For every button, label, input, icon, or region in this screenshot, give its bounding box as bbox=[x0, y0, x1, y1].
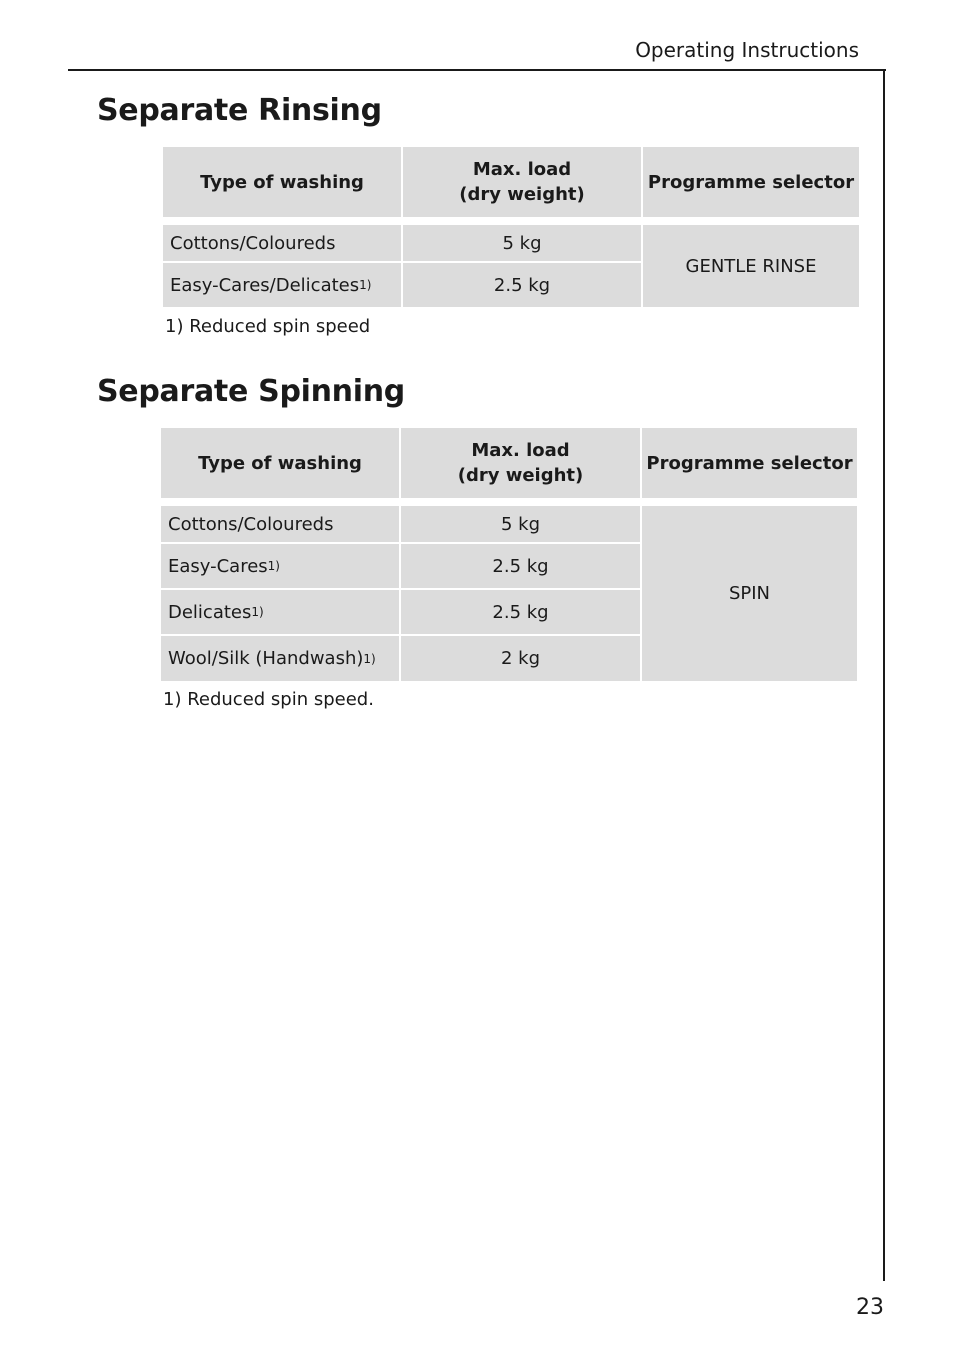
spinning-heading: Separate Spinning bbox=[97, 374, 405, 409]
col-header-load bbox=[401, 428, 640, 498]
row-load-value: 2.5 kg bbox=[492, 555, 549, 577]
table-row-type: Easy-Cares/Delicates 1) bbox=[163, 263, 401, 307]
page-number: 23 bbox=[856, 1295, 884, 1320]
col-header-type bbox=[161, 428, 399, 498]
row-load-value: 2.5 kg bbox=[493, 274, 551, 296]
table-row-type: Wool/Silk (Handwash) 1) bbox=[161, 636, 399, 681]
col-header-selector-label: Programme selector bbox=[647, 171, 855, 193]
col-header-load-label: Max. load bbox=[472, 159, 572, 180]
row-load-value: 2 kg bbox=[500, 648, 541, 669]
table-row-load bbox=[401, 506, 640, 542]
table-row-type: Delicates 1) bbox=[161, 590, 399, 634]
table-row-load bbox=[403, 263, 641, 307]
table-row-type: Easy-Cares 1) bbox=[161, 544, 399, 588]
row-type-label: Delicates bbox=[168, 601, 252, 623]
col-header-load-sublabel: (dry weight) bbox=[457, 465, 584, 486]
programme-selector-value: SPIN bbox=[728, 583, 771, 604]
col-header-selector bbox=[643, 147, 859, 217]
table-row-load bbox=[403, 225, 641, 261]
table-row-load bbox=[401, 636, 640, 681]
header-rule bbox=[68, 69, 886, 71]
table-row-load bbox=[401, 590, 640, 634]
row-load-value: 2.5 kg bbox=[492, 601, 549, 623]
col-header-load bbox=[403, 147, 641, 217]
row-load-value: 5 kg bbox=[502, 232, 542, 254]
table-row-type bbox=[161, 506, 399, 542]
row-type-label: Easy-Cares bbox=[168, 555, 268, 577]
row-type-label: Easy-Cares/Delicates bbox=[170, 274, 360, 296]
col-header-selector-label: Programme selector bbox=[646, 452, 853, 474]
col-header-type-label: Type of washing bbox=[200, 171, 364, 193]
row-load-value: 5 kg bbox=[500, 513, 541, 535]
col-header-type bbox=[163, 147, 401, 217]
table-row-type bbox=[163, 225, 401, 261]
programme-selector-value: GENTLE RINSE bbox=[685, 255, 817, 277]
spinning-footnote: 1) Reduced spin speed. bbox=[163, 689, 374, 710]
col-header-load-sublabel: (dry weight) bbox=[459, 184, 585, 205]
table-row-load bbox=[401, 544, 640, 588]
rinsing-table bbox=[163, 147, 859, 307]
programme-selector-cell bbox=[643, 225, 859, 307]
spinning-table bbox=[161, 428, 859, 681]
programme-selector-cell bbox=[642, 506, 857, 681]
right-margin-rule bbox=[883, 69, 885, 1281]
col-header-load-label: Max. load bbox=[471, 440, 570, 461]
row-type-label: Cottons/Coloureds bbox=[168, 513, 334, 535]
rinsing-heading: Separate Rinsing bbox=[97, 93, 382, 128]
running-header: Operating Instructions bbox=[635, 38, 859, 62]
row-type-label: Cottons/Coloureds bbox=[170, 232, 336, 254]
col-header-selector bbox=[642, 428, 857, 498]
rinsing-footnote: 1) Reduced spin speed bbox=[165, 316, 371, 337]
row-type-label: Wool/Silk (Handwash) bbox=[168, 648, 364, 669]
col-header-type-label: Type of washing bbox=[198, 452, 362, 474]
